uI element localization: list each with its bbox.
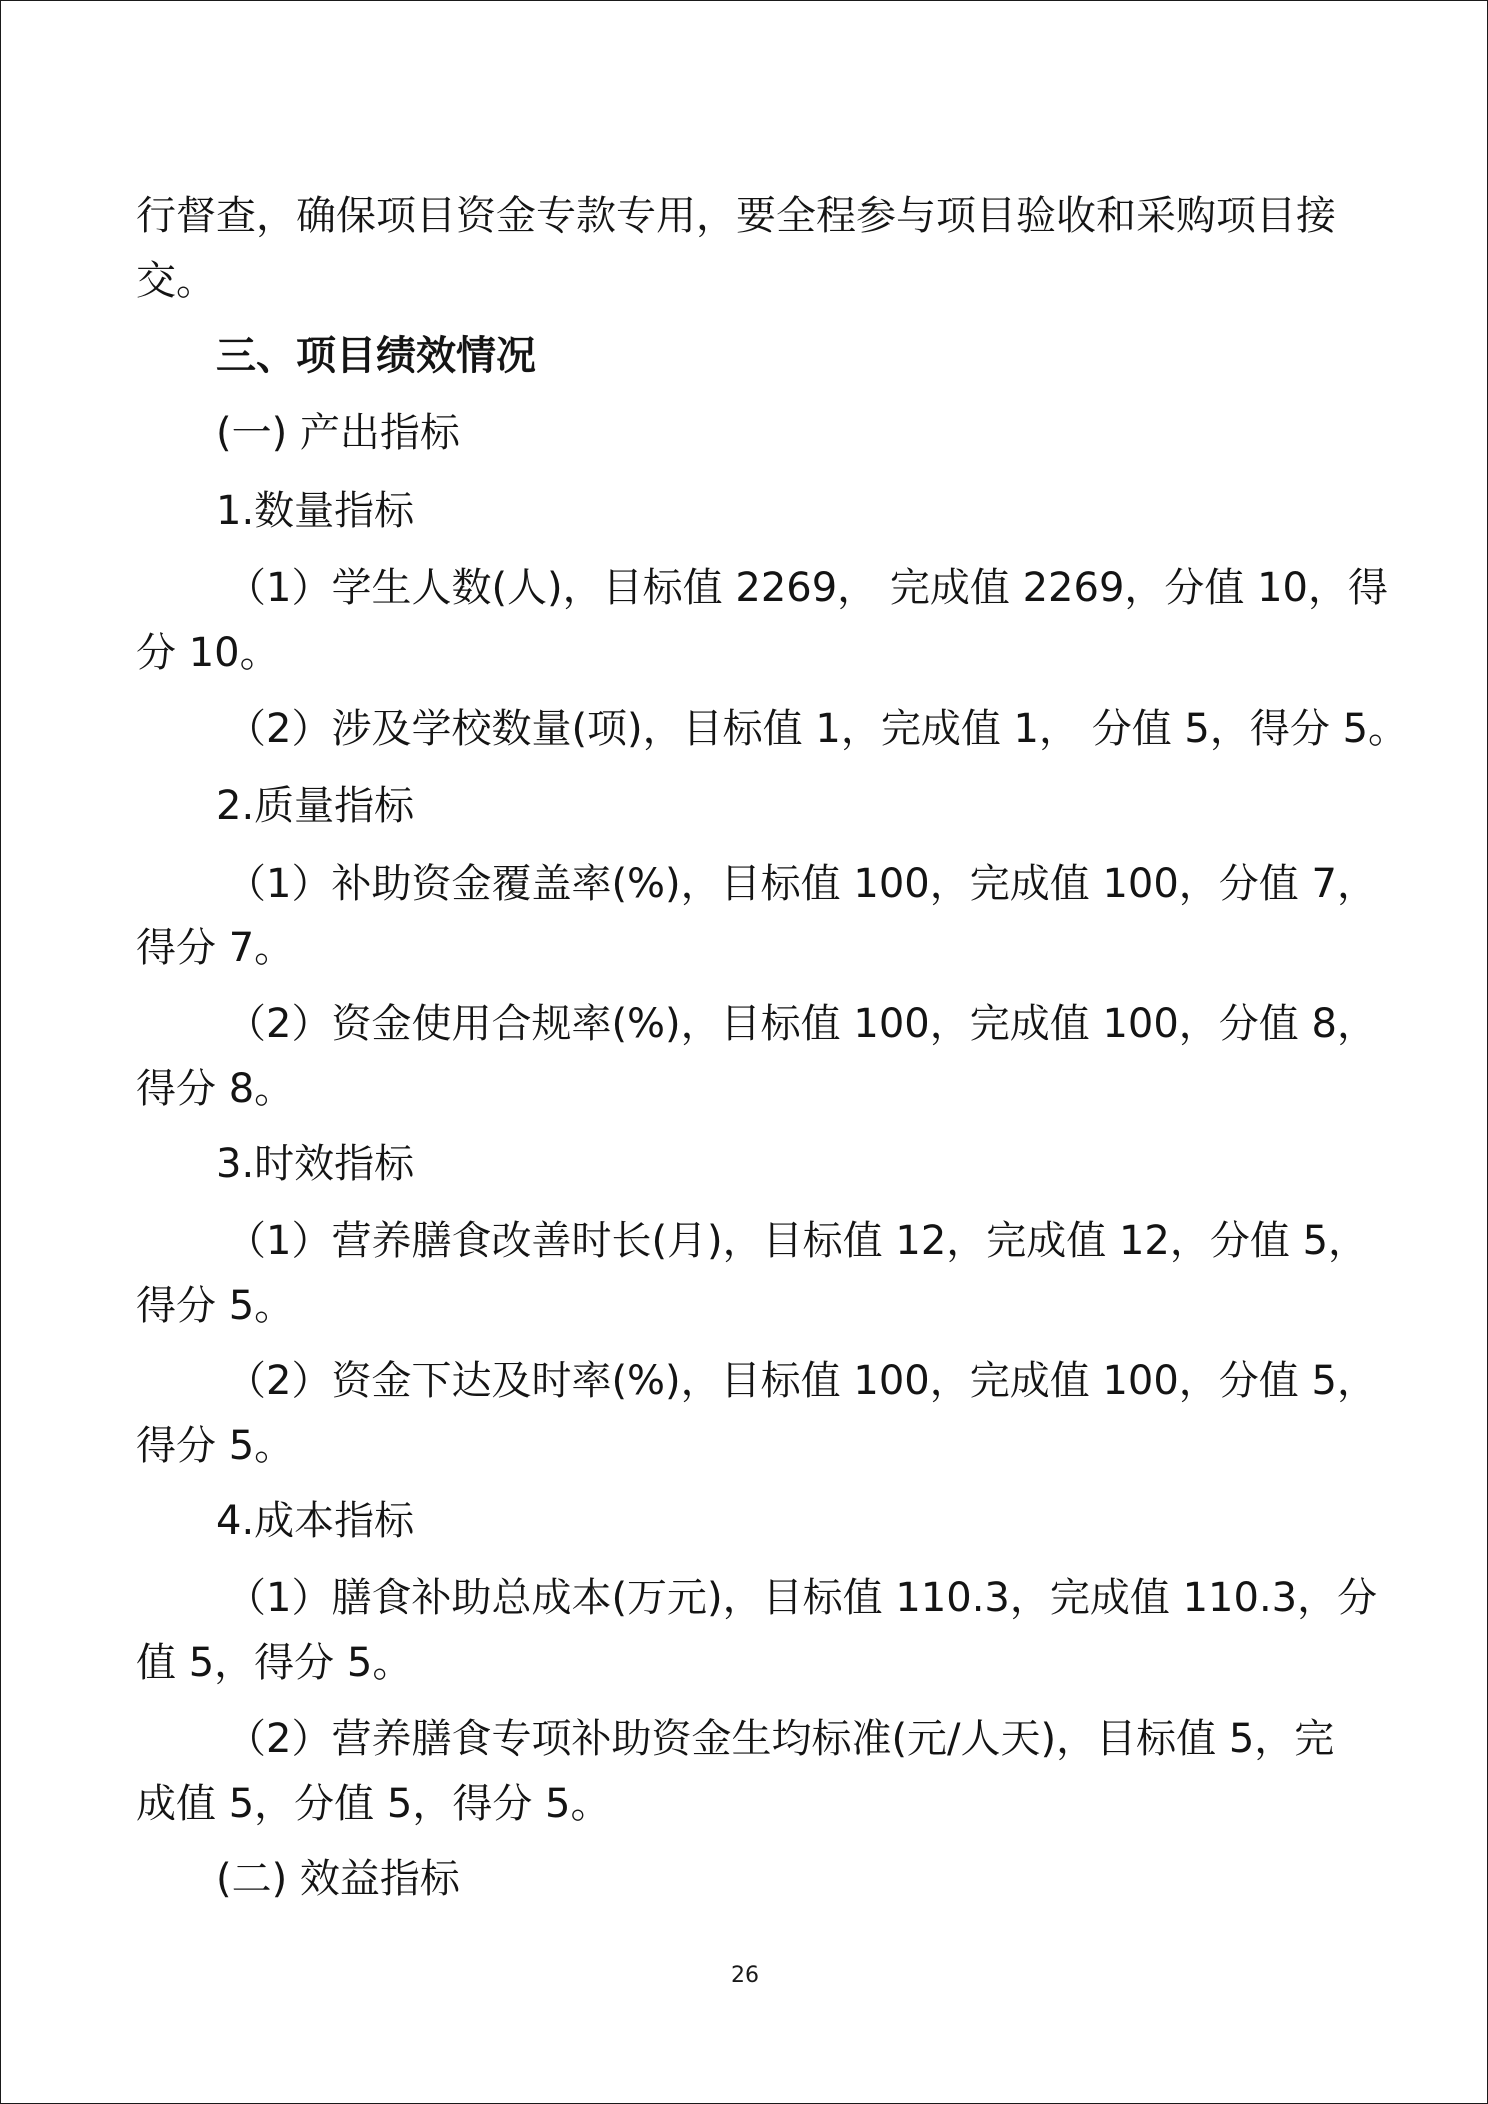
paragraph-line: 交。 xyxy=(136,258,216,304)
indicator-item-line: 得分 5。 xyxy=(136,1283,295,1329)
indicator-item-line: 得分 7。 xyxy=(136,925,295,971)
indicator-item-line: （2）涉及学校数量(项)，目标值 1，完成值 1， 分值 5，得分 5。 xyxy=(226,706,1409,752)
indicator-item-line: （1）营养膳食改善时长(月)，目标值 12，完成值 12，分值 5， xyxy=(226,1218,1369,1264)
subsection-heading: (二) 效益指标 xyxy=(216,1856,460,1902)
section-heading: 三、项目绩效情况 xyxy=(216,333,536,379)
indicator-item-line: （2）资金下达及时率(%)，目标值 100，完成值 100，分值 5， xyxy=(226,1358,1377,1404)
indicator-category-heading: 2.质量指标 xyxy=(216,783,415,829)
indicator-item-line: 得分 5。 xyxy=(136,1423,295,1469)
subsection-heading: (一) 产出指标 xyxy=(216,410,460,456)
indicator-item-line: （1）膳食补助总成本(万元)，目标值 110.3，完成值 110.3，分 xyxy=(226,1575,1378,1621)
indicator-item-line: （2）营养膳食专项补助资金生均标准(元/人天)，目标值 5，完 xyxy=(226,1716,1335,1762)
indicator-category-heading: 1.数量指标 xyxy=(216,488,415,534)
indicator-item-line: 得分 8。 xyxy=(136,1066,295,1112)
indicator-category-heading: 3.时效指标 xyxy=(216,1141,415,1187)
paragraph-line: 行督查，确保项目资金专款专用，要全程参与项目验收和采购项目接 xyxy=(136,193,1336,239)
indicator-item-line: 成值 5，分值 5，得分 5。 xyxy=(136,1781,611,1827)
indicator-item-line: 值 5，得分 5。 xyxy=(136,1640,413,1686)
indicator-item-line: （1）学生人数(人)，目标值 2269， 完成值 2269，分值 10，得 xyxy=(226,565,1389,611)
indicator-item-line: （1）补助资金覆盖率(%)，目标值 100，完成值 100，分值 7， xyxy=(226,861,1377,907)
indicator-item-line: （2）资金使用合规率(%)，目标值 100，完成值 100，分值 8， xyxy=(226,1001,1377,1047)
indicator-item-line: 分 10。 xyxy=(136,630,280,676)
indicator-category-heading: 4.成本指标 xyxy=(216,1498,415,1544)
page-number: 26 xyxy=(731,1963,759,1988)
